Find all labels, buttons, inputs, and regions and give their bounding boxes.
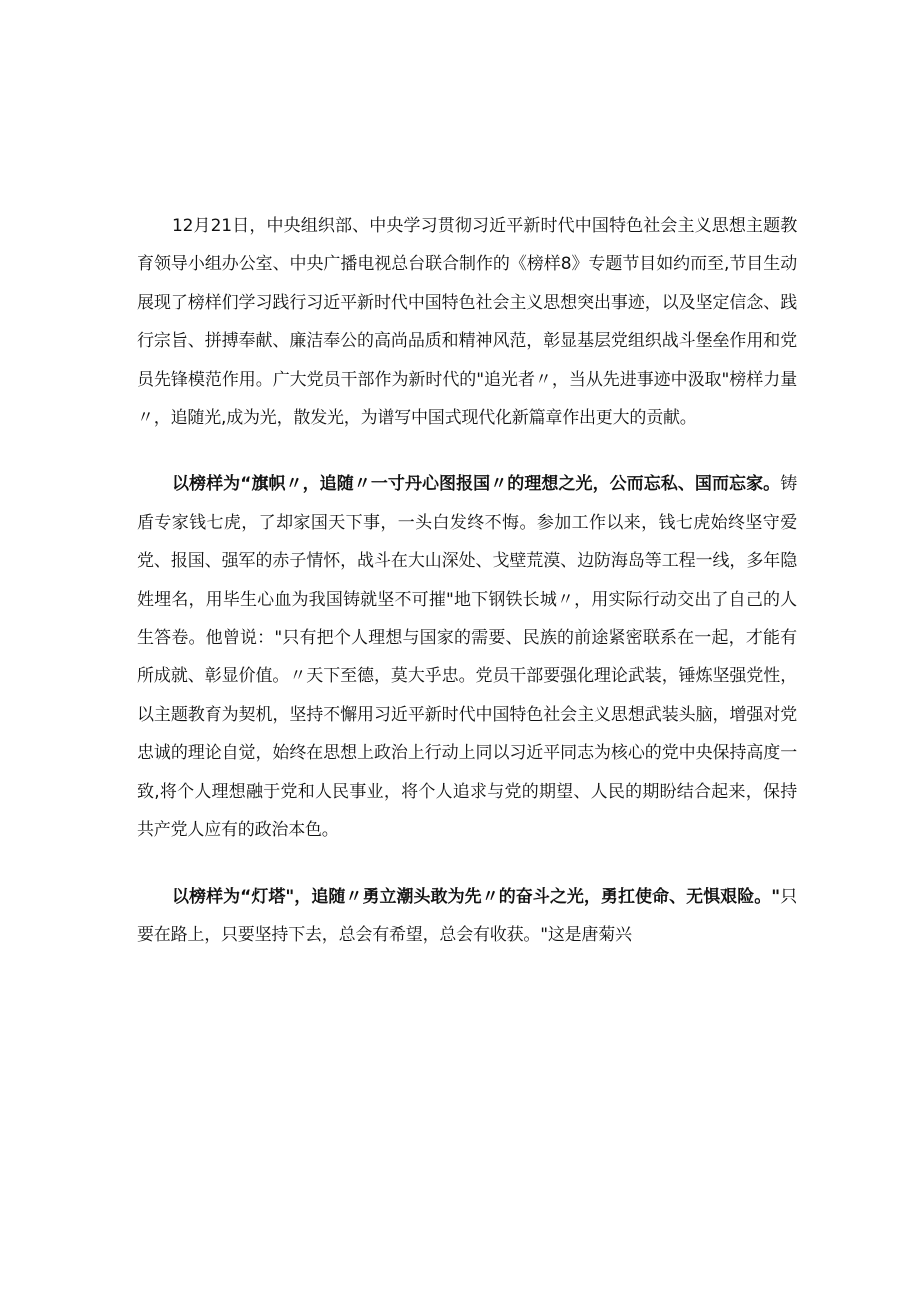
document-body — [137, 207, 797, 954]
paragraph-intro — [137, 207, 797, 437]
paragraph-banner-heading: 以榜样为“旗帜〃，追随〃一寸丹心图报国〃的理想之光，公而忘私、国而忘家。 — [172, 474, 781, 495]
paragraph-lighthouse-heading: 以榜样为“灯塔"，追随〃勇立潮头敢为先〃的奋斗之光，勇扛使命、无惧艰险。" — [172, 886, 780, 907]
paragraph-banner-section — [137, 465, 797, 849]
paragraph-banner-text: 铸盾专家钱七虎，了却家国天下事，一头白发终不悔。参加工作以来，钱七虎始终坚守爱党、报国、强军的赤子情怀，战斗在大山深处、戈壁荒漠、边防海岛等工程一线，多年隐姓埋名，用毕生心血为我国铸就坚不可摧"地下钢铁长城〃，用实际行动交出了自己的人生答卷。他曾说："只有把个人理想与国家的需要、民族的前途紧密联系在一起，才能有所成就、彰显价值。〃天下至德，莫大乎忠。党员干部要强化理论武装，锤炼坚强党性，以主题教育为契机，坚持不懈用习近平新时代中国特色社会主义思想武装头脑，增强对党忠诚的理论自觉，始终在思想上政治上行动上同以习近平同志为核心的党中央保持高度一致,将个人理想融于党和人民事业，将个人追求与党的期望、人民的期盼结合起来，保持共产党人应有的政治本色。 — [137, 474, 797, 841]
paragraph-lighthouse-text: 只要在路上，只要坚持下去，总会有希望，总会有收获。"这是唐菊兴 — [137, 886, 797, 945]
paragraph-lighthouse-section — [137, 878, 797, 955]
paragraph-intro-text: 12月21日，中央组织部、中央学习贯彻习近平新时代中国特色社会主义思想主题教育领导小组办公室、中央广播电视总台联合制作的《榜样8》专题节目如约而至,节目生动展现了榜样们学习践行习近平新时代中国特色社会主义思想突出事迹，以及坚定信念、践行宗旨、拼搏奉献、廉洁奉公的高尚品质和精神风范，彰显基层党组织战斗堡垒作用和党员先锋模范作用。广大党员干部作为新时代的"追光者〃，当从先进事迹中汲取"榜样力量〃，追随光,成为光，散发光，为谱写中国式现代化新篇章作出更大的贡献。 — [137, 216, 797, 429]
